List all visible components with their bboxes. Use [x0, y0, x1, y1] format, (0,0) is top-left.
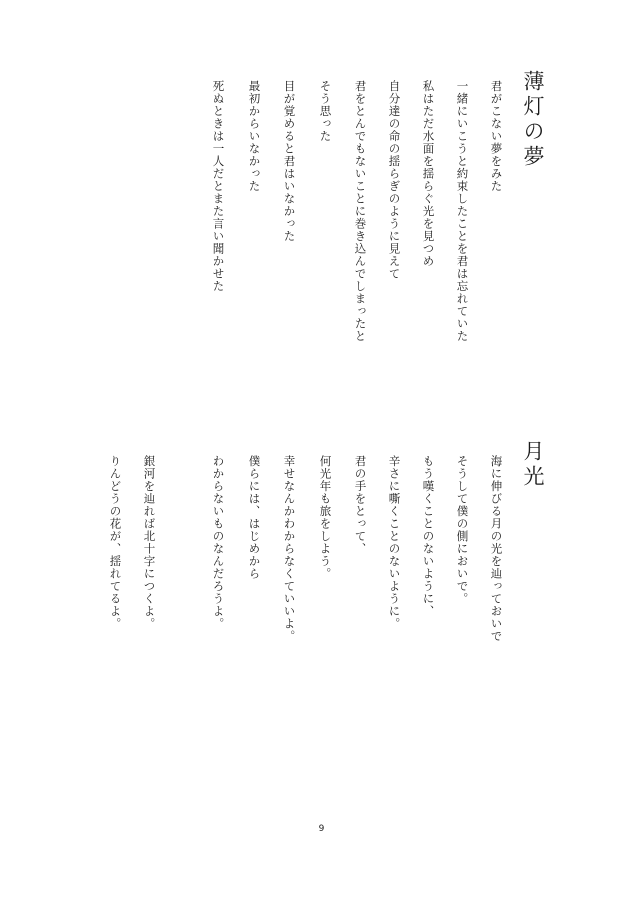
- page-number: 9: [318, 824, 325, 834]
- poem-2-line-8: 僕らには、はじめから: [247, 455, 262, 580]
- poem-2-line-11: りんどうの花が、揺れてるよ。: [108, 455, 123, 630]
- poem-2-line-9: わからないものなんだろうよ。: [211, 455, 226, 630]
- poem-2-line-5: 君の手をとって、: [353, 455, 368, 555]
- poem-1-title: 薄灯の夢: [521, 70, 545, 170]
- poem-2-line-4: 辛さに嘶くことのないように。: [387, 455, 402, 630]
- poem-1-line-5: 君をとんでもないことに巻き込んでしまったと: [353, 80, 368, 343]
- poem-1-line-6: そう思った: [318, 80, 333, 143]
- poem-1-line-9: 死ぬときは一人だとまた言い聞かせた: [211, 80, 226, 293]
- poem-1-line-7: 目が覚めると君はいなかった: [282, 80, 297, 243]
- poem-1-line-2: 一緒にいこうと約束したことを君は忘れていた: [455, 80, 470, 343]
- poem-1-line-3: 私はただ水面を揺らぐ光を見つめ: [421, 80, 436, 268]
- poem-1-line-1: 君がこない夢をみた: [489, 80, 504, 193]
- poem-2-line-6: 何光年も旅をしよう。: [318, 455, 333, 580]
- poem-2-line-7: 幸せなんかわからなくていいよ。: [282, 455, 297, 643]
- poem-2-line-1: 海に伸びる月の光を辿っておいで: [489, 455, 504, 643]
- poem-2-line-10: 銀河を辿れば北十字につくよ。: [142, 455, 157, 630]
- poem-1-line-4: 自分達の命の揺らぎのように見えて: [387, 80, 402, 280]
- poem-2-line-3: もう嘆くことのないように、: [421, 455, 436, 618]
- poem-1-line-8: 最初からいなかった: [247, 80, 262, 193]
- poem-2-line-2: そうして僕の側においで。: [455, 455, 470, 605]
- poem-2-title: 月光: [521, 440, 545, 490]
